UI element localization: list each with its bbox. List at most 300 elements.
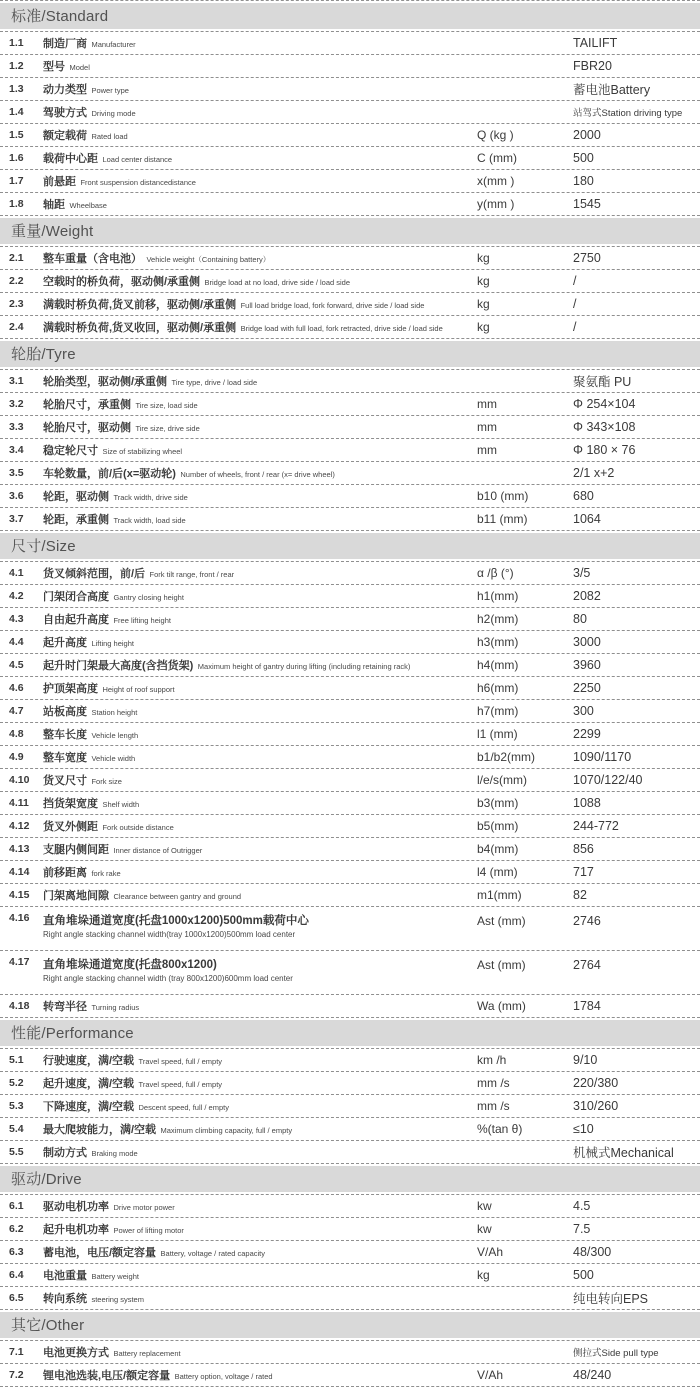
row-label-zh: 轮胎尺寸，承重侧 [43, 399, 131, 411]
section-title: 标准/Standard [11, 8, 109, 25]
row-index: 5.2 [9, 1077, 24, 1089]
row-label-zh: 满载时桥负荷,货叉前移，驱动侧/承重侧 [43, 299, 237, 311]
row-label-en: Travel speed, full / empty [138, 1057, 223, 1066]
row-label [43, 587, 477, 605]
row-index: 6.3 [9, 1246, 24, 1258]
row-label [43, 610, 477, 628]
row-label-en: Driving mode [91, 109, 136, 118]
table-row [0, 838, 700, 861]
row-unit: m1(mm) [477, 888, 522, 902]
row-unit: Ast (mm) [477, 914, 526, 928]
row-label-zh: 整车重量（含电池） [43, 253, 142, 265]
row-label-en: Shelf width [102, 800, 140, 809]
row-label-zh: 型号 [43, 61, 65, 73]
row-index: 4.13 [9, 843, 30, 855]
row-unit: kg [477, 274, 490, 288]
table-row [0, 1118, 700, 1141]
row-index: 5.4 [9, 1123, 24, 1135]
row-label-zh: 整车宽度 [43, 752, 87, 764]
row-value: 3000 [573, 635, 601, 649]
row-label [43, 725, 477, 743]
row-unit: mm /s [477, 1076, 510, 1090]
row-label-zh: 电池重量 [43, 1270, 87, 1282]
row-value: TAILIFT [573, 36, 618, 50]
row-label-zh: 下降速度，满/空载 [43, 1101, 135, 1113]
row-value: 机械式Mechanical [573, 1146, 674, 1160]
table-row [0, 815, 700, 838]
row-index: 2.3 [9, 298, 24, 310]
table-row [0, 316, 700, 339]
row-index: 3.2 [9, 398, 24, 410]
row-label [43, 57, 477, 75]
row-label-en: Inner distance of Outrigger [113, 846, 203, 855]
row-unit: l/e/s(mm) [477, 773, 527, 787]
row-label [43, 103, 477, 121]
table-row [0, 32, 700, 55]
row-value: 2746 [573, 914, 601, 928]
table-row [0, 1095, 700, 1118]
row-value: Φ 254×104 [573, 397, 636, 411]
row-label [43, 510, 477, 528]
table-row [0, 1049, 700, 1072]
row-index: 2.4 [9, 321, 24, 333]
row-index: 4.7 [9, 705, 24, 717]
row-unit: h1(mm) [477, 589, 519, 603]
row-unit: kg [477, 320, 490, 334]
row-unit: mm [477, 397, 497, 411]
row-label-en: Right angle stacking channel width (tray 800x1200)600mm load center [43, 974, 293, 983]
row-value: 1088 [573, 796, 601, 810]
section-title: 其它/Other [11, 1317, 85, 1334]
row-label [43, 372, 477, 390]
table-row [0, 884, 700, 907]
row-value: 2250 [573, 681, 601, 695]
row-label-en: Track width, load side [113, 516, 186, 525]
row-index: 4.1 [9, 567, 24, 579]
row-label-en: Fork outside distance [102, 823, 174, 832]
row-unit: kg [477, 251, 490, 265]
row-label-en: Vehicle length [91, 731, 139, 740]
row-label [43, 80, 477, 98]
row-unit: mm [477, 443, 497, 457]
row-index: 4.8 [9, 728, 24, 740]
row-value: 310/260 [573, 1099, 619, 1113]
row-label-en: Tire size, drive side [135, 424, 200, 433]
row-label-zh: 转弯半径 [43, 1001, 87, 1013]
row-unit: kg [477, 297, 490, 311]
row-label-zh: 轮胎尺寸，驱动侧 [43, 422, 131, 434]
row-unit: kw [477, 1222, 492, 1236]
row-value: 680 [573, 489, 594, 503]
row-unit: %(tan θ) [477, 1122, 523, 1136]
row-unit: h4(mm) [477, 658, 519, 672]
row-index: 1.8 [9, 198, 24, 210]
table-row [0, 439, 700, 462]
row-unit: h6(mm) [477, 681, 519, 695]
row-value: 2/1 x+2 [573, 466, 615, 480]
row-value: 2764 [573, 958, 601, 972]
row-label [43, 441, 477, 459]
row-unit: α /β (°) [477, 566, 514, 580]
row-index: 6.1 [9, 1200, 24, 1212]
row-label-zh: 货叉尺寸 [43, 775, 87, 787]
row-label-zh: 前悬距 [43, 176, 76, 188]
row-index: 4.2 [9, 590, 24, 602]
row-index: 3.1 [9, 375, 24, 387]
table-row [0, 1072, 700, 1095]
row-label-zh: 驱动电机功率 [43, 1201, 109, 1213]
row-value: 站驾式Station driving type [573, 108, 683, 119]
table-row [0, 585, 700, 608]
row-unit: mm /s [477, 1099, 510, 1113]
row-value: 侧拉式Side pull type [573, 1348, 659, 1359]
row-unit: Q (kg ) [477, 128, 514, 142]
table-row [0, 723, 700, 746]
row-label [43, 1289, 477, 1307]
row-label-en: Tire size, load side [135, 401, 198, 410]
row-index: 7.1 [9, 1346, 24, 1358]
row-label [43, 34, 477, 52]
row-label-zh: 站板高度 [43, 706, 87, 718]
row-index: 4.11 [9, 797, 29, 809]
table-row [0, 462, 700, 485]
row-label-en: Turning radius [91, 1003, 140, 1012]
row-unit: h7(mm) [477, 704, 519, 718]
table-row [0, 270, 700, 293]
row-label-en: Size of stabilizing wheel [102, 447, 183, 456]
table-row [0, 746, 700, 769]
row-index: 4.4 [9, 636, 24, 648]
row-label [43, 1074, 477, 1092]
row-label [43, 1243, 477, 1261]
row-label-zh: 车轮数量，前/后(x=驱动轮) [43, 468, 176, 480]
row-label-en: steering system [91, 1295, 144, 1304]
row-value: 82 [573, 888, 587, 902]
section-title: 性能/Performance [11, 1025, 134, 1042]
row-value: 500 [573, 151, 594, 165]
row-label-en: Battery option, voltage / rated [174, 1372, 273, 1381]
row-index: 4.3 [9, 613, 24, 625]
table-row [0, 508, 700, 531]
table-row [0, 1341, 700, 1364]
row-label-en: fork rake [91, 869, 121, 878]
row-value: 2299 [573, 727, 601, 741]
row-index: 6.5 [9, 1292, 24, 1304]
row-unit: V/Ah [477, 1245, 504, 1259]
row-label-en: Clearance between gantry and ground [113, 892, 242, 901]
row-value: 856 [573, 842, 594, 856]
row-index: 4.14 [9, 866, 30, 878]
row-unit: Wa (mm) [477, 999, 526, 1013]
section-header [0, 339, 700, 370]
row-label-en: Battery weight [91, 1272, 139, 1281]
row-label-en: Maximum height of gantry during lifting (including retaining rack) [197, 662, 411, 671]
row-label-zh: 整车长度 [43, 729, 87, 741]
table-row [0, 485, 700, 508]
row-unit: kw [477, 1199, 492, 1213]
row-value: 纯电转向EPS [573, 1292, 649, 1306]
row-label [43, 771, 477, 789]
row-label-zh: 起升电机功率 [43, 1224, 109, 1236]
row-unit: b11 (mm) [477, 512, 528, 526]
row-label-zh: 起升时门架最大高度(含挡货架) [43, 660, 194, 672]
row-label [43, 395, 477, 413]
row-label [43, 912, 477, 939]
row-label-en: Tire type, drive / load side [171, 378, 258, 387]
row-label-en: Battery replacement [113, 1349, 181, 1358]
row-label-zh: 直角堆垛通道宽度(托盘800x1200) [43, 959, 217, 971]
row-index: 3.4 [9, 444, 24, 456]
row-value: 3960 [573, 658, 601, 672]
table-row [0, 293, 700, 316]
section-header [0, 1310, 700, 1341]
row-label [43, 564, 477, 582]
row-label-zh: 货叉外侧距 [43, 821, 98, 833]
row-unit: b4(mm) [477, 842, 519, 856]
row-label [43, 318, 477, 336]
row-index: 5.1 [9, 1054, 24, 1066]
row-value: 48/300 [573, 1245, 612, 1259]
row-value: 500 [573, 1268, 594, 1282]
row-index: 1.5 [9, 129, 24, 141]
row-index: 3.3 [9, 421, 24, 433]
table-row [0, 78, 700, 101]
row-index: 1.3 [9, 83, 24, 95]
row-label [43, 1220, 477, 1238]
row-unit: b3(mm) [477, 796, 519, 810]
row-value: ≤10 [573, 1122, 594, 1136]
row-unit: Ast (mm) [477, 958, 526, 972]
table-row [0, 951, 700, 995]
row-label-en: Power type [91, 86, 129, 95]
row-label-zh: 稳定轮尺寸 [43, 445, 98, 457]
section-title: 轮胎/Tyre [11, 346, 76, 363]
row-index: 3.5 [9, 467, 24, 479]
section-title: 驱动/Drive [11, 1171, 82, 1188]
row-label-en: Drive motor power [113, 1203, 175, 1212]
row-value: 9/10 [573, 1053, 598, 1067]
row-unit: V/Ah [477, 1368, 504, 1382]
row-unit: h3(mm) [477, 635, 519, 649]
row-label-en: Battery, voltage / rated capacity [160, 1249, 266, 1258]
row-label-zh: 制动方式 [43, 1147, 87, 1159]
table-row [0, 562, 700, 585]
row-label-en: Maximum climbing capacity, full / empty [160, 1126, 293, 1135]
row-label [43, 126, 477, 144]
row-index: 1.1 [9, 37, 24, 49]
row-value: / [573, 297, 577, 311]
table-row [0, 147, 700, 170]
row-unit: b5(mm) [477, 819, 519, 833]
row-unit: b10 (mm) [477, 489, 529, 503]
row-label-zh: 支腿内侧间距 [43, 844, 109, 856]
row-label-en: Braking mode [91, 1149, 138, 1158]
row-value: 2000 [573, 128, 601, 142]
row-label [43, 1343, 477, 1361]
row-label [43, 886, 477, 904]
row-label [43, 794, 477, 812]
row-unit: kg [477, 1268, 490, 1282]
row-label-en: Bridge load at no load, drive side / load side [204, 278, 351, 287]
row-label [43, 1197, 477, 1215]
row-label-zh: 轮距，承重侧 [43, 514, 109, 526]
row-label-zh: 轴距 [43, 199, 65, 211]
row-label-zh: 挡货架宽度 [43, 798, 98, 810]
row-index: 1.2 [9, 60, 24, 72]
row-value: 1784 [573, 999, 601, 1013]
row-label-zh: 满载时桥负荷,货叉收回，驱动侧/承重侧 [43, 322, 237, 334]
row-value: 220/380 [573, 1076, 619, 1090]
section-title: 重量/Weight [11, 223, 94, 240]
row-label [43, 863, 477, 881]
row-label [43, 679, 477, 697]
row-index: 2.1 [9, 252, 24, 264]
row-value: 1545 [573, 197, 601, 211]
row-value: 2082 [573, 589, 601, 603]
row-label-zh: 制造厂商 [43, 38, 87, 50]
table-row [0, 608, 700, 631]
row-label-zh: 最大爬坡能力，满/空载 [43, 1124, 157, 1136]
row-label [43, 702, 477, 720]
row-index: 4.17 [9, 956, 30, 968]
row-label-zh: 轮胎类型，驱动侧/承重侧 [43, 376, 168, 388]
row-label-zh: 起升速度，满/空载 [43, 1078, 135, 1090]
row-value: FBR20 [573, 59, 612, 73]
row-label-zh: 门架离地间隙 [43, 890, 109, 902]
row-unit: b1/b2(mm) [477, 750, 536, 764]
row-value: 7.5 [573, 1222, 591, 1236]
table-row [0, 1364, 700, 1387]
table-row [0, 631, 700, 654]
row-value: 1064 [573, 512, 601, 526]
row-label-en: Bridge load with full load, fork retracted, drive side / load side [240, 324, 443, 333]
row-label-zh: 货叉倾斜范围，前/后 [43, 568, 146, 580]
row-unit: h2(mm) [477, 612, 519, 626]
row-label-zh: 载荷中心距 [43, 153, 98, 165]
row-label-zh: 动力类型 [43, 84, 87, 96]
row-value: 80 [573, 612, 587, 626]
row-label [43, 418, 477, 436]
row-value: 蓄电池Battery [573, 83, 651, 97]
row-label-zh: 驾驶方式 [43, 107, 87, 119]
row-label-zh: 护顶架高度 [43, 683, 98, 695]
row-label [43, 1266, 477, 1284]
section-header [0, 1018, 700, 1049]
table-row [0, 1195, 700, 1218]
row-label [43, 1097, 477, 1115]
row-label [43, 172, 477, 190]
row-value: 717 [573, 865, 594, 879]
row-label-zh: 前移距离 [43, 867, 87, 879]
row-value: 4.5 [573, 1199, 591, 1213]
row-label-zh: 空载时的桥负荷，驱动侧/承重侧 [43, 276, 201, 288]
row-label-en: Vehicle width [91, 754, 136, 763]
row-label-en: Number of wheels, front / rear (x= drive wheel) [180, 470, 335, 479]
table-row [0, 370, 700, 393]
row-index: 2.2 [9, 275, 24, 287]
row-value: 244-772 [573, 819, 619, 833]
table-row [0, 907, 700, 951]
row-value: Φ 343×108 [573, 420, 636, 434]
row-label-en: Manufacturer [91, 40, 136, 49]
row-label-zh: 电池更换方式 [43, 1347, 109, 1359]
row-index: 1.4 [9, 106, 24, 118]
section-header [0, 531, 700, 562]
row-label [43, 1143, 477, 1161]
row-label-en: Model [69, 63, 90, 72]
row-index: 4.18 [9, 1000, 30, 1012]
row-unit: l1 (mm) [477, 727, 518, 741]
table-row [0, 170, 700, 193]
row-value: / [573, 274, 577, 288]
table-row [0, 416, 700, 439]
row-unit: y(mm ) [477, 197, 515, 211]
table-row [0, 1141, 700, 1164]
row-label [43, 464, 477, 482]
row-value: 1070/122/40 [573, 773, 643, 787]
row-label-zh: 自由起升高度 [43, 614, 109, 626]
row-label-en: Travel speed, full / empty [138, 1080, 223, 1089]
row-label-zh: 直角堆垛通道宽度(托盘1000x1200)500mm载荷中心 [43, 915, 309, 927]
row-index: 4.10 [9, 774, 30, 786]
row-index: 1.6 [9, 152, 24, 164]
row-index: 5.3 [9, 1100, 24, 1112]
row-index: 3.6 [9, 490, 24, 502]
row-label-en: Fork tilt range, front / rear [149, 570, 235, 579]
row-label [43, 1051, 477, 1069]
row-label [43, 249, 477, 267]
row-label-en: Full load bridge load, fork forward, drive side / load side [240, 301, 425, 310]
row-label-zh: 行驶速度，满/空载 [43, 1055, 135, 1067]
row-index: 4.16 [9, 912, 30, 924]
row-value: 300 [573, 704, 594, 718]
table-row [0, 1218, 700, 1241]
row-index: 3.7 [9, 513, 24, 525]
row-label [43, 956, 477, 983]
row-value: 3/5 [573, 566, 591, 580]
row-label [43, 656, 477, 674]
row-label-en: Rated load [91, 132, 128, 141]
row-value: 聚氨酯 PU [573, 375, 632, 389]
row-label-en: Track width, drive side [113, 493, 188, 502]
row-index: 4.5 [9, 659, 24, 671]
table-row [0, 861, 700, 884]
row-label-en: Right angle stacking channel width(tray 1000x1200)500mm load center [43, 930, 296, 939]
table-row [0, 393, 700, 416]
table-row [0, 769, 700, 792]
row-value: / [573, 320, 577, 334]
row-label-en: Lifting height [91, 639, 134, 648]
row-label [43, 748, 477, 766]
row-label-en: Load center distance [102, 155, 173, 164]
row-index: 1.7 [9, 175, 24, 187]
row-index: 6.4 [9, 1269, 24, 1281]
row-label [43, 272, 477, 290]
row-unit: x(mm ) [477, 174, 515, 188]
row-label-zh: 蓄电池，电压/额定容量 [43, 1247, 157, 1259]
table-row [0, 654, 700, 677]
table-row [0, 55, 700, 78]
row-label-en: Wheelbase [69, 201, 107, 210]
row-unit: mm [477, 420, 497, 434]
row-label-en: Gantry closing height [113, 593, 184, 602]
row-label [43, 195, 477, 213]
row-index: 4.15 [9, 889, 30, 901]
row-value: Φ 180 × 76 [573, 443, 636, 457]
row-value: 48/240 [573, 1368, 612, 1382]
table-row [0, 1287, 700, 1310]
row-label-zh: 门架闭合高度 [43, 591, 109, 603]
